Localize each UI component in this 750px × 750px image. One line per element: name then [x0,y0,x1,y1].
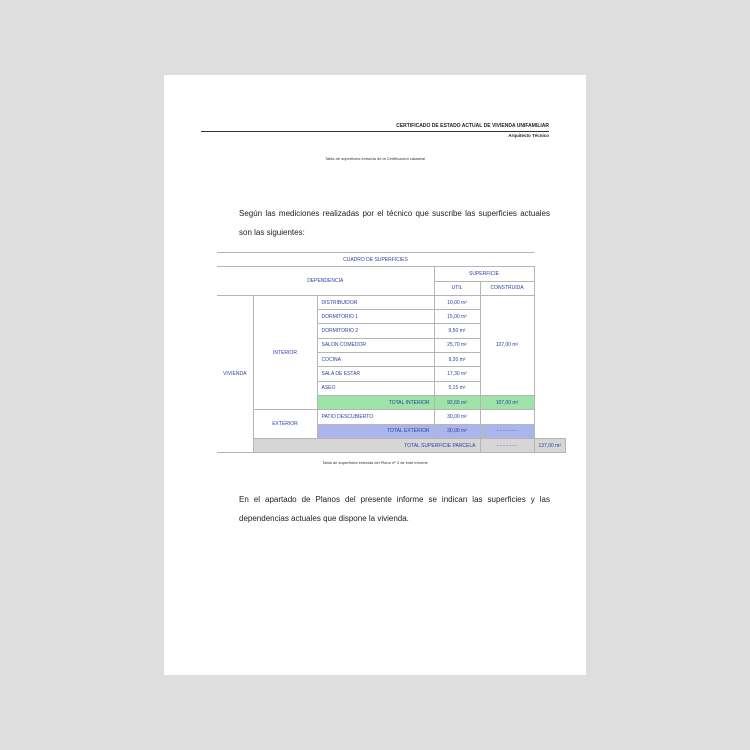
table-row-util: 10,00 m² [434,295,480,309]
total-parcela-util: - - - - - - - [480,438,534,452]
exterior-row-name: PATIO DESCUBIERTO [317,410,434,424]
exterior-row-util: 30,00 m² [434,410,480,424]
group-exterior: EXTERIOR [253,410,317,439]
table-row-name: DORMITORIO 2 [317,324,434,338]
surfaces-table [217,252,566,453]
header-dependencia: DEPENDENCIA [217,267,434,296]
total-interior-label: TOTAL INTERIOR [317,395,434,409]
table-row-util: 17,30 m² [434,367,480,381]
document-header-subtitle: Arquitecto Técnico [508,133,549,138]
caption-bottom: Tabla de superficies extraída del Plano nº 3 de este informe [322,460,428,465]
paragraph-1: Según las mediciones realizadas por el técnico que suscribe las superficies actuales son las siguientes: [239,209,550,237]
header-superficie: SUPERFICIE [434,267,534,281]
header-util: UTIL [434,281,480,295]
total-exterior-construida: - - - - - - - [480,424,534,438]
total-parcela-construida: 137,00 m² [534,438,566,452]
table-row-util: 5,15 m² [434,381,480,395]
exterior-row-construida [480,410,534,424]
table-row-util: 25,70 m² [434,338,480,352]
table-title: CUADRO DE SUPERFICIES [217,253,534,267]
table-row-name: COCINA [317,353,434,367]
table-row-name: SALON COMEDOR [317,338,434,352]
header-divider [201,131,549,132]
interior-construida: 107,00 m² [480,295,534,395]
table-row-name: ASEO [317,381,434,395]
total-exterior-label: TOTAL EXTERIOR [317,424,434,438]
table-row-util: 15,00 m² [434,310,480,324]
table-row-name: DISTRIBUIDOR [317,295,434,309]
document-header-title: CERTIFICADO DE ESTADO ACTUAL DE VIVIENDA UNIFAMILIAR [396,123,549,129]
total-parcela-label: TOTAL SUPERFICIE PARCELA [253,438,480,452]
table-row-util: 9,20 m² [434,353,480,367]
total-interior-util: 92,65 m² [434,395,480,409]
table-row-util: 9,50 m² [434,324,480,338]
table-row-name: SALA DE ESTAR [317,367,434,381]
table-row-name: DORMITORIO 1 [317,310,434,324]
group-vivienda: VIVIENDA [217,295,253,452]
document-page [164,75,586,675]
group-interior: INTERIOR [253,295,317,409]
caption-top: Tabla de superficies extraída de la Certificación catastral [324,156,426,161]
header-construida: CONSTRUIDA [480,281,534,295]
paragraph-2: En el apartado de Planos del presente informe se indican las superficies y las dependencias actuales que dispone la vivienda. [239,495,550,523]
total-interior-construida: 107,00 m² [480,395,534,409]
total-exterior-util: 30,00 m² [434,424,480,438]
